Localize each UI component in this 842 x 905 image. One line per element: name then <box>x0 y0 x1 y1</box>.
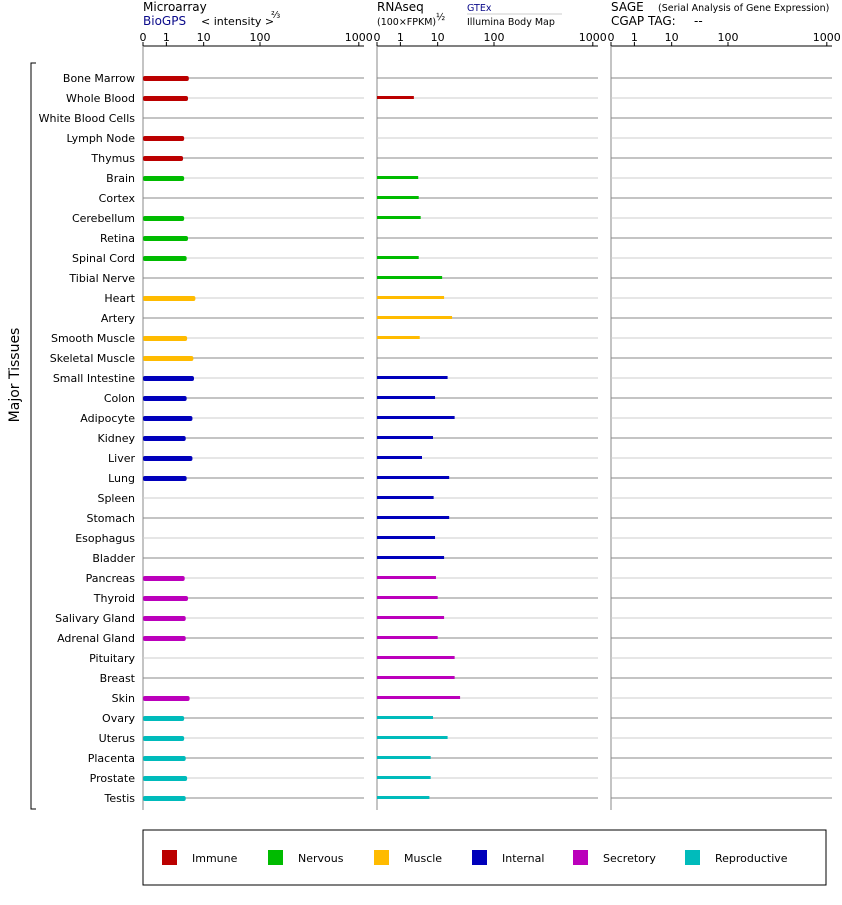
tissue-label: Esophagus <box>75 532 135 545</box>
tissue-label: Heart <box>104 292 135 305</box>
x-tick-label: 100 <box>249 31 271 44</box>
tissue-labels <box>39 72 136 805</box>
bar <box>143 376 194 381</box>
tissue-label: Bone Marrow <box>62 72 135 85</box>
gtex-link[interactable]: GTEx <box>467 3 492 14</box>
x-tick-label: 0 <box>373 31 381 44</box>
bar <box>143 416 192 421</box>
bar <box>377 516 449 519</box>
bar <box>143 576 185 581</box>
sage-title-note: (Serial Analysis of Gene Expression) <box>658 3 830 14</box>
bar <box>377 736 448 739</box>
bar <box>377 556 444 559</box>
bar <box>377 716 433 719</box>
rnaseq-unit-exponent: ½ <box>436 12 446 23</box>
tissue-label: Lung <box>108 472 135 485</box>
tissue-label: Adipocyte <box>80 412 135 425</box>
tissue-label: Prostate <box>89 772 135 785</box>
bar <box>377 776 431 779</box>
cgap-tag-value: -- <box>694 14 703 28</box>
legend-swatch <box>374 850 389 865</box>
tissue-label: Bladder <box>92 552 135 565</box>
bar <box>143 236 188 241</box>
legend-swatch <box>472 850 487 865</box>
bar <box>377 616 444 619</box>
bar <box>377 536 435 539</box>
x-tick-label: 1 <box>162 31 170 44</box>
tissue-label: Small Intestine <box>52 372 135 385</box>
tissue-label: Uterus <box>98 732 135 745</box>
bar <box>377 756 431 759</box>
tissue-label: Liver <box>108 452 135 465</box>
x-tick-label: 0 <box>607 31 615 44</box>
biogps-link[interactable]: BioGPS <box>143 14 187 28</box>
x-tick-label: 10 <box>664 31 679 44</box>
tissue-label: Whole Blood <box>66 92 135 105</box>
rnaseq-unit-label: (100×FPKM) <box>377 17 437 28</box>
rnaseq-title: RNAseq <box>377 0 424 14</box>
bar <box>377 676 455 679</box>
bar <box>377 456 422 459</box>
bar <box>143 96 188 101</box>
panel-sage <box>608 31 841 810</box>
microarray-title: Microarray <box>143 0 207 14</box>
legend-swatch <box>162 850 177 865</box>
bar <box>143 476 187 481</box>
y-axis-label: Major Tissues <box>7 327 23 423</box>
bar <box>377 256 419 259</box>
bar <box>377 396 435 399</box>
tissue-label: Salivary Gland <box>55 612 135 625</box>
x-tick-label: 10 <box>430 31 445 44</box>
illumina-body-map-link[interactable]: Illumina Body Map <box>467 17 555 28</box>
panel-rnaseq <box>374 31 607 810</box>
tissue-label: Placenta <box>87 752 135 765</box>
bar <box>377 596 438 599</box>
bar <box>143 636 186 641</box>
tissue-label: Spleen <box>97 492 135 505</box>
bar <box>143 756 186 761</box>
legend <box>162 850 788 865</box>
legend-item <box>162 850 238 865</box>
microarray-header <box>143 0 280 28</box>
bar <box>377 656 455 659</box>
sage-title: SAGE <box>611 0 644 14</box>
bar <box>143 396 187 401</box>
bar <box>143 216 184 221</box>
tissue-label: Smooth Muscle <box>50 332 135 345</box>
cgap-tag-label: CGAP TAG: <box>611 14 676 28</box>
bar <box>377 376 448 379</box>
tissue-label: Tibial Nerve <box>69 272 135 285</box>
tissue-label: Adrenal Gland <box>57 632 135 645</box>
bar <box>143 156 183 161</box>
legend-label: Nervous <box>298 852 344 865</box>
legend-label: Internal <box>502 852 545 865</box>
bar <box>377 436 433 439</box>
tissue-label: Ovary <box>102 712 135 725</box>
microarray-unit-label: < intensity > <box>201 15 275 28</box>
bar <box>377 276 442 279</box>
bar <box>377 176 418 179</box>
bar <box>377 636 438 639</box>
tissue-label: Thymus <box>91 152 135 165</box>
bar <box>143 356 193 361</box>
tissue-label: Pituitary <box>89 652 135 665</box>
rnaseq-header <box>377 0 562 28</box>
x-tick-label: 100 <box>717 31 739 44</box>
bar <box>143 776 187 781</box>
legend-item <box>268 850 344 865</box>
tissue-label: Pancreas <box>85 572 135 585</box>
x-tick-label: 1 <box>396 31 404 44</box>
bar <box>143 796 186 801</box>
panels <box>140 31 841 810</box>
legend-swatch <box>573 850 588 865</box>
tissue-label: Stomach <box>86 512 135 525</box>
bar <box>143 336 187 341</box>
tissue-label: Thyroid <box>93 592 135 605</box>
bar <box>143 76 189 81</box>
bar <box>143 136 184 141</box>
bar <box>143 616 186 621</box>
bar <box>143 596 188 601</box>
x-tick-label: 1000 <box>344 31 373 44</box>
bar <box>143 436 186 441</box>
bar <box>377 796 429 799</box>
bar <box>143 256 187 261</box>
x-tick-label: 1000 <box>578 31 607 44</box>
bar <box>143 716 184 721</box>
tissue-label: Colon <box>103 392 135 405</box>
tissue-label: Brain <box>106 172 135 185</box>
bar <box>143 696 190 701</box>
bar <box>377 576 436 579</box>
tissue-label: Lymph Node <box>66 132 135 145</box>
bar <box>377 216 421 219</box>
bar <box>143 176 184 181</box>
tissue-label: Spinal Cord <box>71 252 135 265</box>
bar <box>143 736 184 741</box>
bar <box>377 316 452 319</box>
bar <box>377 496 434 499</box>
legend-swatch <box>268 850 283 865</box>
sage-header <box>611 0 829 28</box>
tissue-label: Breast <box>99 672 135 685</box>
legend-item <box>573 850 656 865</box>
tissue-label: Testis <box>104 792 135 805</box>
legend-label: Secretory <box>603 852 656 865</box>
legend-label: Immune <box>192 852 238 865</box>
bar <box>377 196 419 199</box>
bar <box>377 96 414 99</box>
bar <box>377 336 420 339</box>
legend-swatch <box>685 850 700 865</box>
tissue-label: Cortex <box>98 192 135 205</box>
bar <box>377 476 449 479</box>
tissue-label: Skin <box>111 692 135 705</box>
tissue-label: Cerebellum <box>71 212 135 225</box>
tissue-label: White Blood Cells <box>38 112 135 125</box>
x-tick-label: 100 <box>483 31 505 44</box>
legend-label: Muscle <box>404 852 443 865</box>
y-axis-bracket <box>31 63 36 809</box>
legend-item <box>685 850 788 865</box>
legend-label: Reproductive <box>715 852 788 865</box>
panel-microarray <box>140 31 373 810</box>
x-tick-label: 10 <box>196 31 211 44</box>
legend-item <box>374 850 442 865</box>
tissue-label: Artery <box>100 312 135 325</box>
tissue-label: Kidney <box>97 432 135 445</box>
bar <box>377 696 460 699</box>
bar <box>377 416 455 419</box>
tissue-label: Skeletal Muscle <box>49 352 135 365</box>
tissue-label: Retina <box>100 232 135 245</box>
x-tick-label: 1000 <box>812 31 841 44</box>
microarray-unit-exponent: ⅔ <box>271 10 281 21</box>
legend-item <box>472 850 544 865</box>
bar <box>143 456 192 461</box>
bar <box>143 296 195 301</box>
x-tick-label: 0 <box>139 31 147 44</box>
x-tick-label: 1 <box>630 31 638 44</box>
bar <box>377 296 444 299</box>
